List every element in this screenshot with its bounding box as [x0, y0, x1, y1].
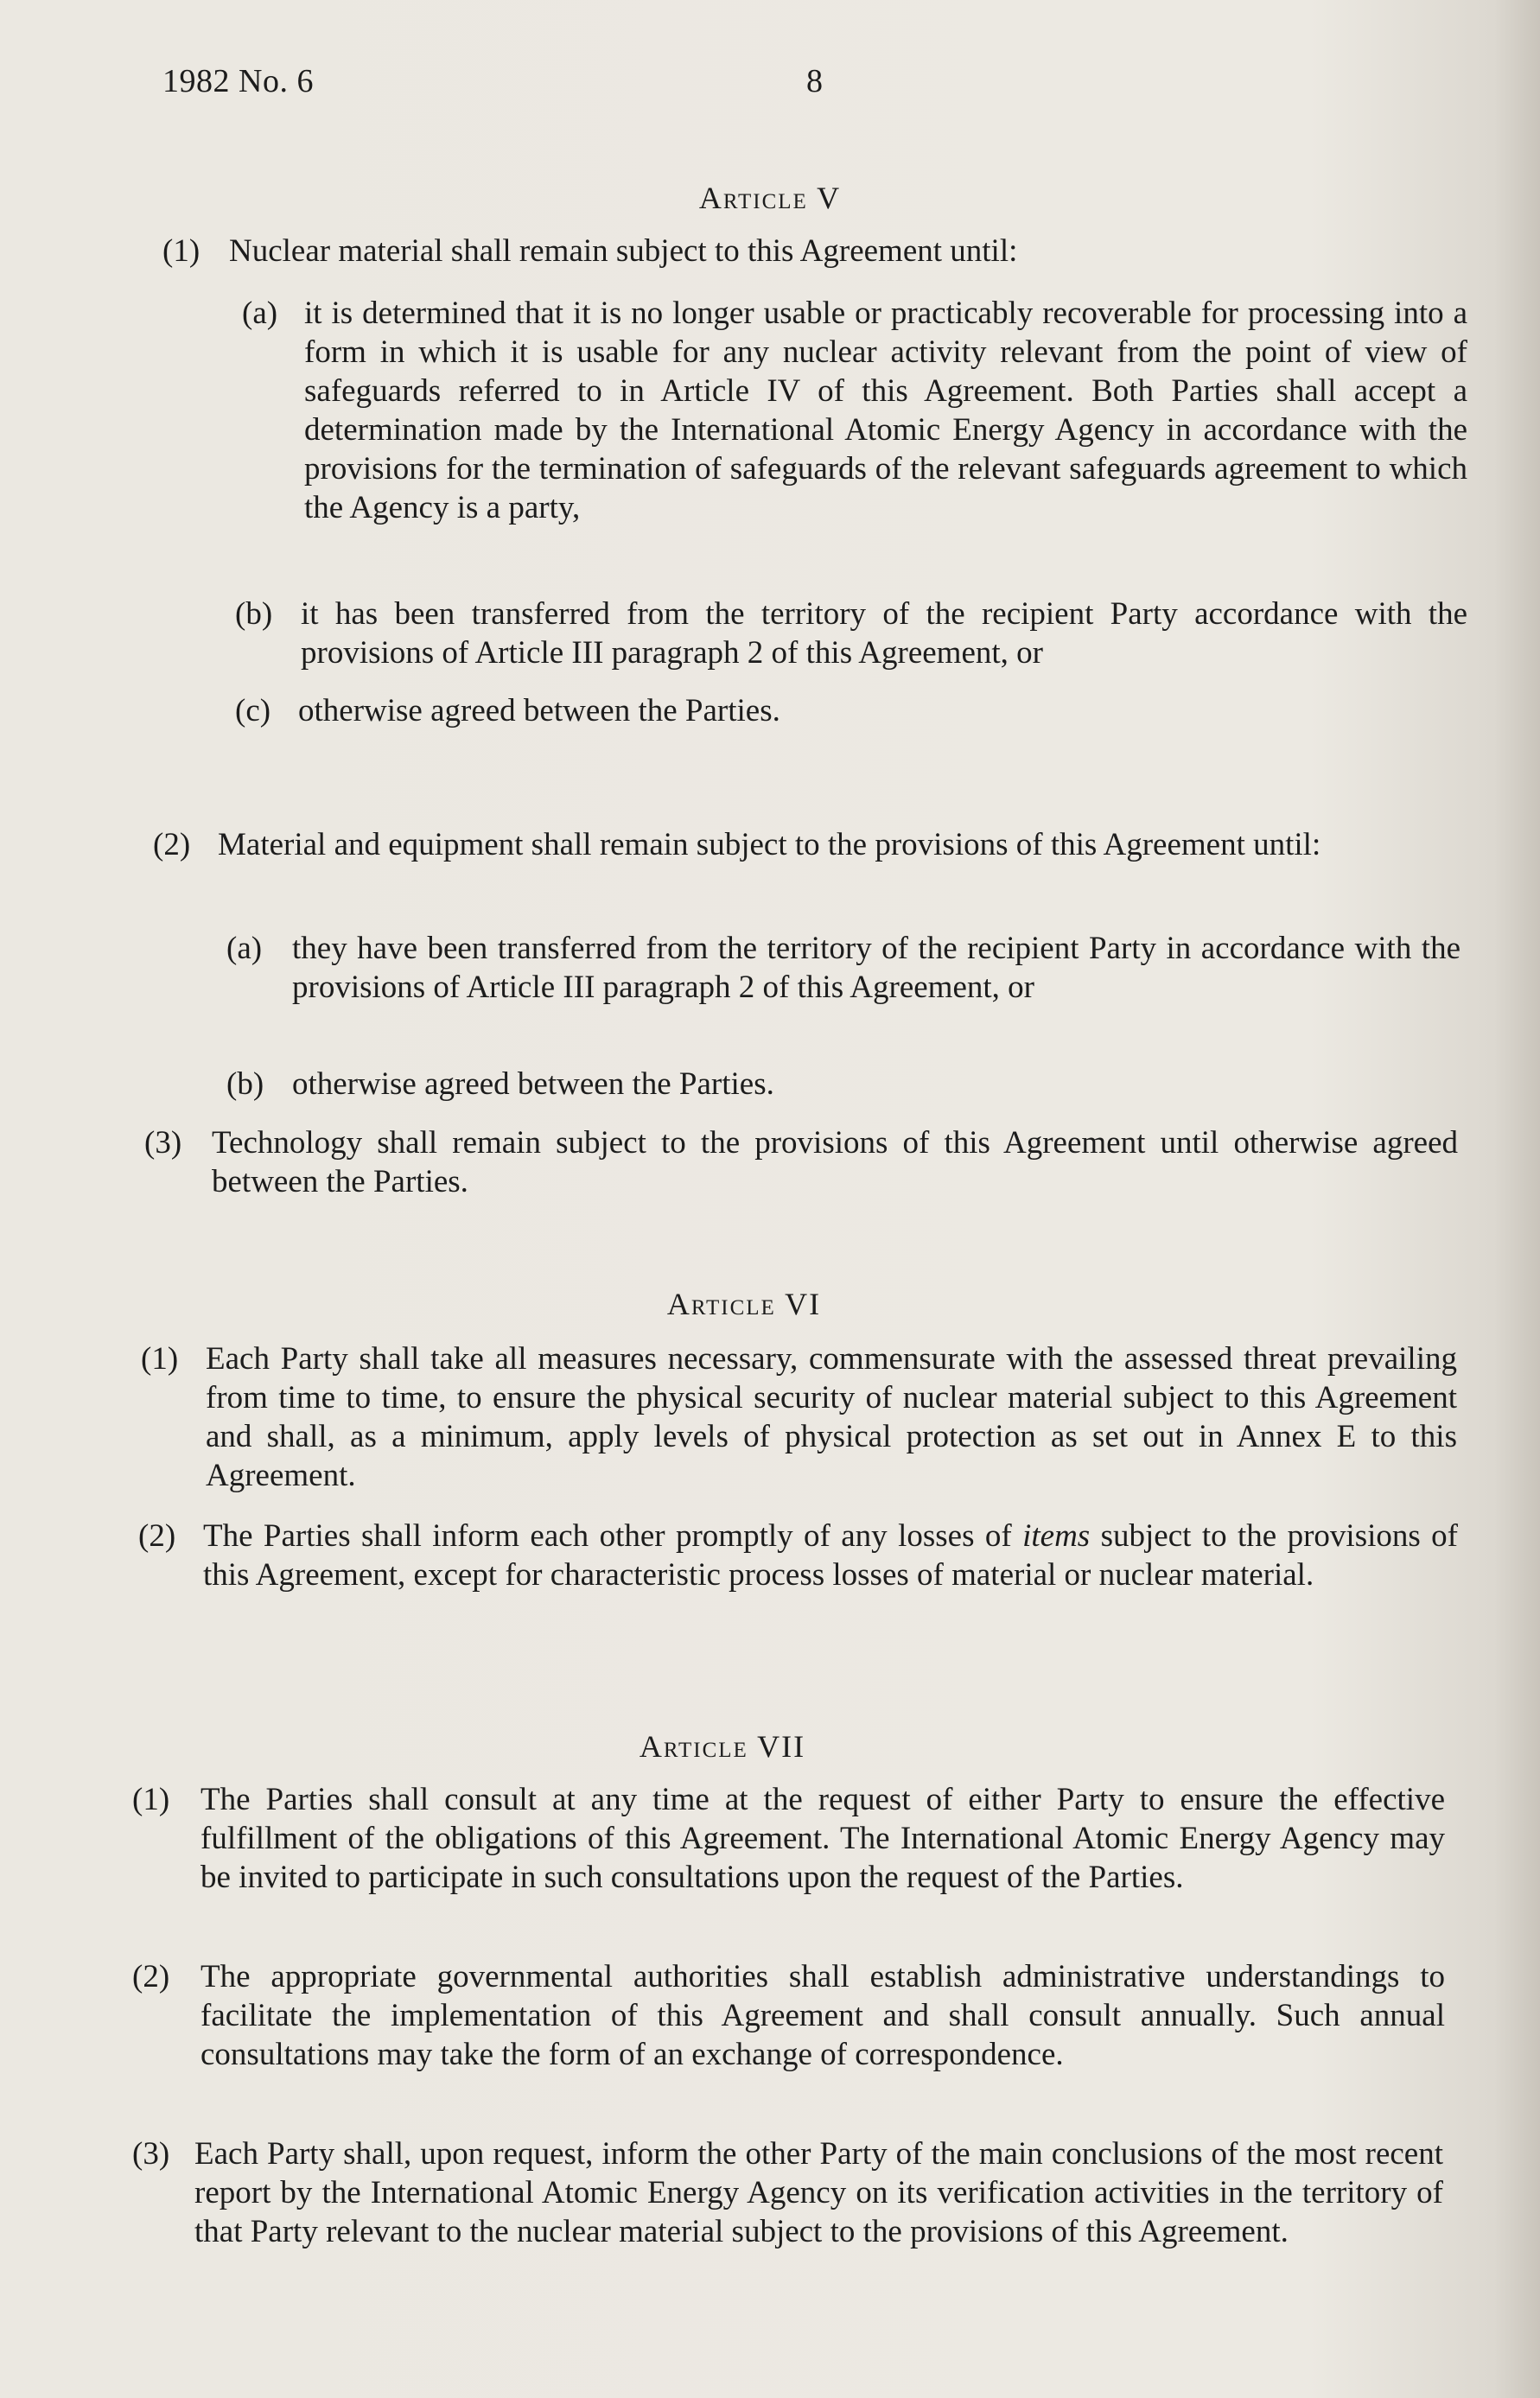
article-v-para-1: Nuclear material shall remain subject to this Agreement until:: [229, 233, 1018, 269]
article-v-para-2b-number: (b): [226, 1066, 264, 1102]
article-v-para-1a-number: (a): [242, 296, 278, 331]
article-vi-para-2: The Parties shall inform each other promptly of any losses of items subject to the provisions of this Agreement, except for characteristic process losses of material or nuclear material.: [203, 1518, 1458, 1593]
article-v-para-2: Material and equipment shall remain subject to the provisions of this Agreement until:: [218, 827, 1321, 862]
article-vi-para-1-number: (1): [141, 1341, 179, 1377]
article-vii-para-2: The appropriate governmental authorities shall establish administrative understandings to facilitate the implementation of this Agreement and shall consult annually. Such annual consultations may take the form of an exchange of correspondence.: [200, 1959, 1445, 2072]
article-vii-para-1-number: (1): [132, 1782, 170, 1817]
article-v-para-2-number: (2): [153, 827, 191, 862]
article-vii-para-3: Each Party shall, upon request, inform the other Party of the main conclusions of the most recent report by the International Atomic Energy Agency on its verification activities in the territory of that Party relevant to the nuclear material subject to the provisions of this Agreement.: [194, 2136, 1443, 2249]
page-number: 8: [806, 63, 824, 99]
article-v-para-2b: otherwise agreed between the Parties.: [292, 1066, 774, 1102]
article-vii-heading: Article VII: [639, 1729, 806, 1764]
article-v-para-2a-number: (a): [226, 931, 263, 966]
article-v-para-1c-number: (c): [235, 693, 271, 728]
article-vi-para-2-number: (2): [138, 1518, 176, 1554]
article-v-para-3: Technology shall remain subject to the provisions of this Agreement until otherwise agreed between the Parties.: [212, 1125, 1458, 1199]
article-vi-heading: Article VI: [666, 1287, 822, 1321]
article-vii-para-1: The Parties shall consult at any time at the request of either Party to ensure the effective fulfillment of the obligations of this Agreement. The International Atomic Energy Agency may be invited to participate in such consultations upon the request of the Parties.: [200, 1782, 1445, 1895]
article-v-para-1a: it is determined that it is no longer usable or practicably recoverable for processing into a form in which it is usable for any nuclear activity relevant from the point of view of safeguards referred to in Article IV of this Agreement. Both Parties shall accept a determination made by the International Atomic Energy Agency in accordance with the provisions for the termination of safeguards of the relevant safeguards agreement to which the Agency is a party,: [304, 296, 1467, 525]
italic-term-items: items: [1022, 1518, 1091, 1554]
article-v-para-1c: otherwise agreed between the Parties.: [298, 693, 780, 728]
article-v-para-1-number: (1): [162, 233, 200, 269]
article-vii-para-2-number: (2): [132, 1959, 170, 1994]
article-v-para-2a: they have been transferred from the territory of the recipient Party in accordance with the provisions of Article III paragraph 2 of this Agreement, or: [292, 931, 1460, 1005]
article-vii-para-3-number: (3): [132, 2136, 170, 2172]
article-v-para-1b-number: (b): [235, 596, 273, 632]
article-v-heading: Article V: [698, 181, 842, 215]
article-vi-para-1: Each Party shall take all measures necessary, commensurate with the assessed threat prevailing from time to time, to ensure the physical security of nuclear material subject to this Agreement and shall, as a minimum, apply levels of physical protection as set out in Annex E to this Agreement.: [206, 1341, 1457, 1493]
article-v-para-3-number: (3): [144, 1125, 182, 1161]
header-year-number: 1982 No. 6: [162, 63, 314, 99]
article-v-para-1b: it has been transferred from the territory of the recipient Party accordance with the provisions of Article III paragraph 2 of this Agreement, or: [301, 596, 1467, 671]
